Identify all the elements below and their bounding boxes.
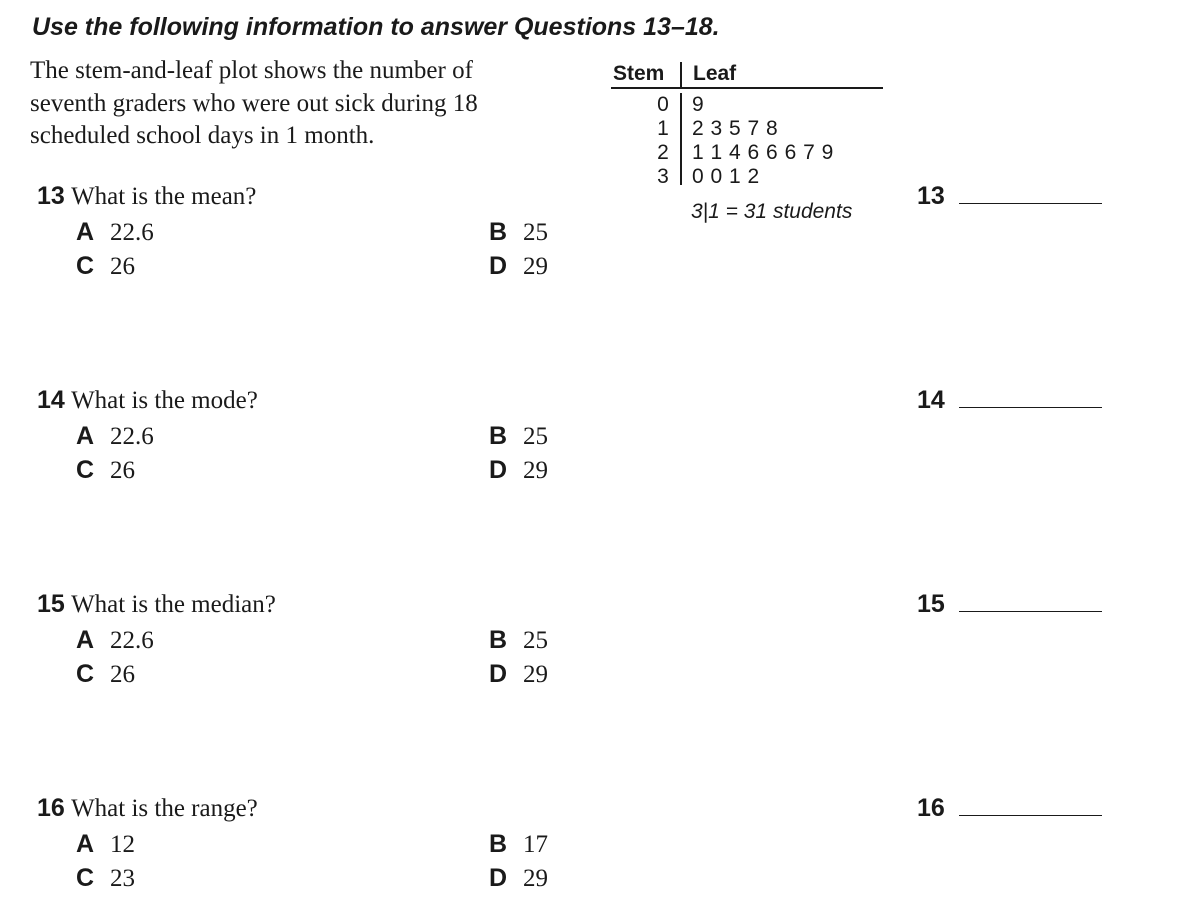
question-14 — [37, 385, 1117, 505]
question-text: What is the mode? — [71, 387, 258, 414]
question-16 — [37, 793, 1117, 913]
choice-b[interactable] — [489, 829, 548, 860]
leaf-values: 1 1 4 6 6 6 7 9 — [692, 141, 834, 164]
choice-value: 23 — [110, 865, 135, 892]
answer-number: 16 — [917, 794, 945, 822]
choice-c[interactable] — [76, 455, 135, 486]
choice-d[interactable] — [489, 251, 548, 282]
stem-value: 2 — [657, 141, 669, 164]
choice-a[interactable] — [76, 421, 154, 452]
choice-d[interactable] — [489, 455, 548, 486]
choice-letter: B — [489, 830, 508, 858]
choice-value: 22.6 — [110, 219, 154, 246]
choice-letter: B — [489, 218, 508, 246]
choice-letter: C — [76, 660, 95, 688]
choice-letter: C — [76, 456, 95, 484]
choice-value: 22.6 — [110, 627, 154, 654]
choice-value: 25 — [523, 627, 548, 654]
question-15 — [37, 589, 1117, 709]
choice-letter: C — [76, 864, 95, 892]
question-number: 13 — [37, 182, 65, 210]
choice-value: 29 — [523, 457, 548, 484]
answer-blank[interactable] — [959, 815, 1102, 816]
stem-value: 1 — [657, 117, 669, 140]
choice-letter: D — [489, 252, 508, 280]
choice-a[interactable] — [76, 829, 135, 860]
choice-d[interactable] — [489, 863, 548, 894]
stem-header: Stem — [613, 62, 665, 85]
header-divider — [680, 62, 682, 87]
choice-value: 29 — [523, 253, 548, 280]
stem-value: 0 — [657, 93, 669, 116]
leaf-header: Leaf — [693, 62, 737, 85]
stem-leaf-divider — [680, 93, 682, 185]
stem-value: 3 — [657, 165, 669, 188]
answer-blank[interactable] — [959, 407, 1102, 408]
answer-number: 13 — [917, 182, 945, 210]
choice-value: 29 — [523, 865, 548, 892]
choice-value: 25 — [523, 423, 548, 450]
question-13 — [37, 181, 1117, 301]
choice-letter: D — [489, 660, 508, 688]
choice-value: 29 — [523, 661, 548, 688]
answer-blank[interactable] — [959, 203, 1102, 204]
section-heading: Use the following information to answer Questions 13–18. — [32, 13, 720, 41]
plot-rows — [611, 89, 883, 189]
question-stem — [37, 793, 258, 824]
choice-b[interactable] — [489, 421, 548, 452]
question-text: What is the median? — [71, 591, 276, 618]
choice-letter: A — [76, 830, 95, 858]
intro-line: The stem-and-leaf plot shows the number of — [30, 57, 473, 84]
choice-c[interactable] — [76, 863, 135, 894]
choice-value: 12 — [110, 831, 135, 858]
intro-line: seventh graders who were out sick during 18 — [30, 89, 478, 117]
choice-value: 17 — [523, 831, 548, 858]
question-number: 14 — [37, 386, 65, 414]
choice-letter: D — [489, 456, 508, 484]
intro-line: scheduled school days in 1 month. — [30, 122, 375, 149]
question-number: 15 — [37, 590, 65, 618]
choice-a[interactable] — [76, 217, 154, 248]
choice-letter: B — [489, 626, 508, 654]
question-stem — [37, 385, 258, 416]
choice-value: 26 — [110, 661, 135, 688]
question-stem — [37, 181, 256, 212]
choice-letter: A — [76, 626, 95, 654]
plot-key: 3|1 = 31 students — [691, 200, 853, 223]
question-stem — [37, 589, 276, 620]
choice-a[interactable] — [76, 625, 154, 656]
stem-and-leaf-plot — [611, 62, 883, 223]
choice-b[interactable] — [489, 217, 548, 248]
answer-number: 15 — [917, 590, 945, 618]
choice-letter: B — [489, 422, 508, 450]
choice-value: 26 — [110, 457, 135, 484]
choice-value: 25 — [523, 219, 548, 246]
question-number: 16 — [37, 794, 65, 822]
choice-c[interactable] — [76, 659, 135, 690]
answer-number: 14 — [917, 386, 945, 414]
choice-c[interactable] — [76, 251, 135, 282]
question-text: What is the range? — [71, 795, 258, 822]
choice-letter: A — [76, 218, 95, 246]
choice-b[interactable] — [489, 625, 548, 656]
leaf-values: 2 3 5 7 8 — [692, 117, 778, 140]
choice-value: 22.6 — [110, 423, 154, 450]
choice-letter: D — [489, 864, 508, 892]
choice-letter: A — [76, 422, 95, 450]
choice-letter: C — [76, 252, 95, 280]
plot-header — [611, 62, 883, 89]
leaf-values: 0 0 1 2 — [692, 165, 760, 188]
question-text: What is the mean? — [71, 183, 257, 210]
leaf-values: 9 — [692, 93, 704, 116]
answer-blank[interactable] — [959, 611, 1102, 612]
choice-d[interactable] — [489, 659, 548, 690]
choice-value: 26 — [110, 253, 135, 280]
intro-paragraph — [30, 55, 550, 153]
